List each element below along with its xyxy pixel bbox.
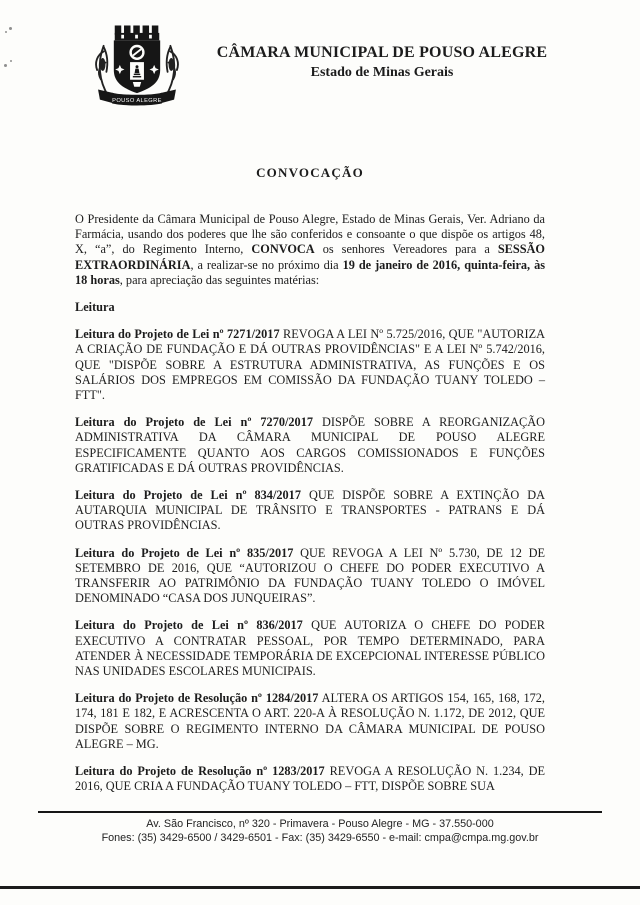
item-body: REVOGA A LEI Nº 5.725/2016, QUE "AUTORIZA A CRIAÇÃO DE FUNDAÇÃO E DÁ OUTRAS PROVIDÊNCIAS" E A LEI Nº 5.742/2016, QUE "DISPÕE SOBRE A ESTRUTURA ADMINISTRATIVA, AS FUNÇÕES E OS SALÁRIOS DOS EMPREGOS EM COMISSÃO DA FUNDAÇÃO TUANY TOLEDO – FTT".: [75, 327, 545, 403]
item-lead: Leitura do Projeto de Lei nº 7271/2017: [75, 327, 280, 342]
document-title: CONVOCAÇÃO: [256, 165, 364, 180]
reading-item: [75, 327, 545, 403]
page-bottom-rule: [0, 886, 640, 889]
reading-item: [75, 415, 545, 476]
intro-text: O Presidente da Câmara Municipal de Pouso Alegre, Estado de Minas Gerais, Ver. Adriano da Farmácia, usando dos poderes que lhe são conferidos e consoante o que dispõe os artigos 48, X, “a”, do Regimento Interno,: [75, 212, 545, 257]
document-body: [75, 212, 545, 807]
footer-address: Av. São Francisco, nº 320 - Primavera - Pouso Alegre - MG - 37.550-000: [146, 818, 494, 830]
item-body: QUE REVOGA A LEI Nº 5.730, DE 12 DE SETEMBRO DE 2016, QUE “AUTORIZOU O CHEFE DO PODER EXECUTIVO A TRANSFERIR AO PATRIMÔNIO DA FUNDAÇÃO TUANY TOLEDO O IMÓVEL DENOMINADO “CASA DOS JUNQUEIRAS”.: [75, 545, 546, 606]
footer: [0, 818, 640, 845]
item-lead: Leitura do Projeto de Lei nº 835/2017: [75, 545, 294, 560]
intro-text: os senhores Vereadores para a: [314, 242, 498, 257]
org-subtitle: Estado de Minas Gerais: [310, 65, 454, 80]
intro-bold-text: CONVOCA: [251, 242, 315, 257]
intro-bold-text: 19 de janeiro de 2016, quinta-feira, às 18 horas: [75, 257, 545, 287]
footer-contacts: Fones: (35) 3429-6500 / 3429-6501 - Fax: (35) 3429-6550 - e-mail: cmpa@cmpa.mg.gov.br: [101, 831, 539, 844]
item-lead: Leitura do Projeto de Lei nº 7270/2017: [75, 415, 314, 430]
scan-artifact: [4, 64, 7, 67]
scan-artifact: [10, 60, 12, 62]
item-lead: Leitura do Projeto de Lei nº 834/2017: [75, 488, 301, 503]
reading-item: [75, 618, 545, 679]
intro-bold-text: SESSÃO EXTRAORDINÁRIA: [75, 242, 545, 272]
letterhead: [208, 44, 556, 81]
reading-item: [75, 488, 545, 534]
item-body: DISPÕE SOBRE A REORGANIZAÇÃO ADMINISTRATIVA DA CÂMARA MUNICIPAL DE POUSO ALEGRE ESPECIFICAMENTE QUANTO AOS CARGOS COMISSIONADOS E FUNÇÕES GRATIFICADAS E DÁ OUTRAS PROVIDÊNCIAS.: [75, 415, 545, 475]
item-lead: Leitura do Projeto de Lei nº 836/2017: [75, 618, 303, 633]
reading-items: [75, 327, 545, 794]
item-lead: Leitura do Projeto de Resolução nº 1283/2017: [75, 764, 325, 779]
intro-text: , a realizar-se no próximo dia: [190, 257, 343, 272]
crest-logo: [86, 22, 188, 118]
reading-item: [75, 546, 545, 607]
reading-item: [75, 764, 545, 794]
item-lead: Leitura do Projeto de Resolução nº 1284/2017: [75, 691, 319, 706]
scan-artifact: [9, 27, 12, 30]
item-body: QUE DISPÕE SOBRE A EXTINÇÃO DA AUTARQUIA MUNICIPAL DE TRÂNSITO E TRANSPORTES - PATRANS E DÁ OUTRAS PROVIDÊNCIAS.: [75, 488, 545, 533]
footer-divider: [38, 811, 602, 813]
intro-text: , para apreciação das seguintes matérias:: [119, 272, 320, 287]
reading-item: [75, 691, 545, 752]
intro-paragraph: [75, 212, 545, 288]
item-body: REVOGA A RESOLUÇÃO N. 1.234, DE 2016, QUE CRIA A FUNDAÇÃO TUANY TOLEDO – FTT, DISPÕE SOBRE SUA: [75, 764, 546, 794]
item-body: QUE AUTORIZA O CHEFE DO PODER EXECUTIVO A CONTRATAR PESSOAL, POR TEMPO DETERMINADO, PARA ATENDER À NECESSIDADE TEMPORÁRIA DE EXCEPCIONAL INTERESSE PÚBLICO NAS UNIDADES ESCOLARES MUNICIPAIS.: [75, 618, 545, 679]
scan-artifact: [5, 31, 7, 33]
crest-banner-text: POUSO ALEGRE: [112, 97, 162, 104]
org-title: CÂMARA MUNICIPAL DE POUSO ALEGRE: [216, 44, 548, 61]
item-body: ALTERA OS ARTIGOS 154, 165, 168, 172, 174, 181 E 182, E ACRESCENTA O ART. 220-A À RESOLUÇÃO N. 1.172, DE 2012, QUE DISPÕE SOBRE O REGIMENTO INTERNO DA CÂMARA MUNICIPAL DE POUSO ALEGRE – MG.: [75, 691, 546, 751]
section-label: Leitura: [75, 300, 115, 315]
